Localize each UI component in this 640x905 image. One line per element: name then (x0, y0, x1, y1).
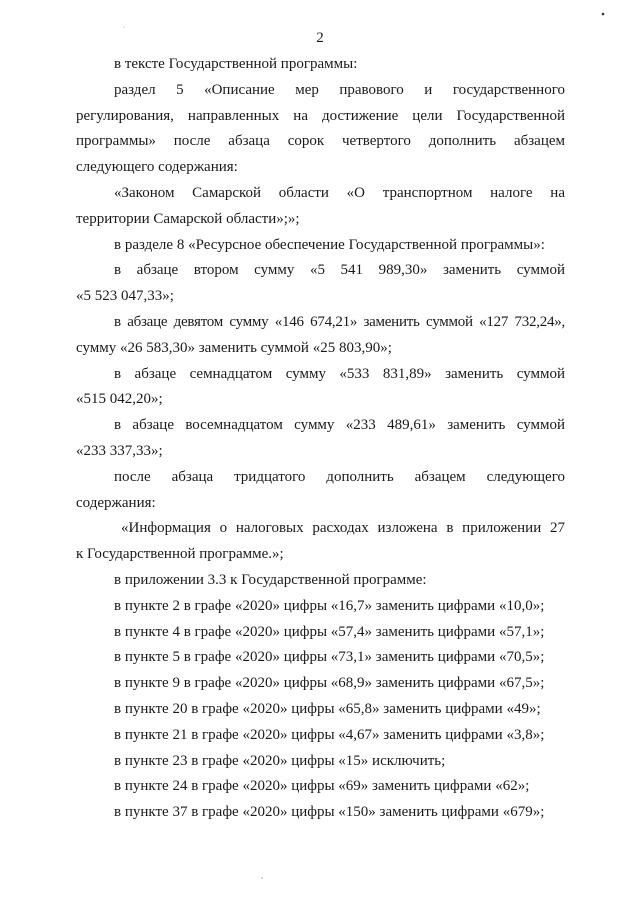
text-line: раздел 5 «Описание мер правового и государственного (114, 81, 565, 98)
text-line: содержания: (76, 494, 156, 511)
text-line: в абзаце семнадцатом сумму «533 831,89» заменить суммой (114, 365, 565, 382)
text-line: программы» после абзаца сорок четвертого дополнить абзацем (76, 133, 565, 150)
text-line: в пункте 24 в графе «2020» цифры «69» заменить цифрами «62»; (114, 778, 530, 795)
text-line: сумму «26 583,30» заменить суммой «25 803,90»; (76, 339, 392, 356)
text-line: в абзаце девятом сумму «146 674,21» заменить суммой «127 732,24», (114, 313, 565, 330)
scan-speck (124, 27, 125, 28)
text-line: «233 337,33»; (76, 442, 163, 459)
page-number: 2 (316, 30, 324, 46)
text-line: «Информация о налоговых расходах изложена в приложении 27 (121, 520, 565, 537)
scan-speck (261, 877, 262, 878)
text-line: в тексте Государственной программы: (114, 56, 358, 72)
text-line: к Государственной программе.»; (76, 546, 284, 563)
text-line: в пункте 2 в графе «2020» цифры «16,7» заменить цифрами «10,0»; (114, 597, 545, 614)
text-line: территории Самарской области»;»; (76, 210, 300, 227)
text-line: в пункте 21 в графе «2020» цифры «4,67» заменить цифрами «3,8»; (114, 726, 545, 743)
text-line: в разделе 8 «Ресурсное обеспечение Государственной программы»: (114, 236, 545, 253)
text-line: следующего содержания: (76, 159, 238, 176)
document-body (76, 52, 565, 826)
text-line: «5 523 047,33»; (76, 288, 174, 305)
text-line: в пункте 4 в графе «2020» цифры «57,4» заменить цифрами «57,1»; (114, 623, 545, 640)
text-line: «515 042,20»; (76, 391, 163, 408)
text-line: регулирования, направленных на достижение цели Государственной (76, 107, 565, 124)
text-line: в приложении 3.3 к Государственной программе: (114, 571, 427, 588)
text-line: в пункте 37 в графе «2020» цифры «150» заменить цифрами «679»; (114, 804, 545, 821)
scan-speck (602, 13, 605, 16)
text-line: в пункте 5 в графе «2020» цифры «73,1» заменить цифрами «70,5»; (114, 649, 545, 666)
text-line: в абзаце восемнадцатом сумму «233 489,61» заменить суммой (114, 417, 565, 434)
text-line: в пункте 20 в графе «2020» цифры «65,8» заменить цифрами «49»; (114, 700, 541, 717)
text-line: после абзаца тридцатого дополнить абзацем следующего (114, 468, 565, 485)
text-line: в пункте 23 в графе «2020» цифры «15» исключить; (114, 752, 446, 769)
text-line: в пункте 9 в графе «2020» цифры «68,9» заменить цифрами «67,5»; (114, 675, 545, 692)
text-line: «Законом Самарской области «О транспортном налоге на (114, 184, 565, 201)
text-line: в абзаце втором сумму «5 541 989,30» заменить суммой (114, 262, 565, 279)
